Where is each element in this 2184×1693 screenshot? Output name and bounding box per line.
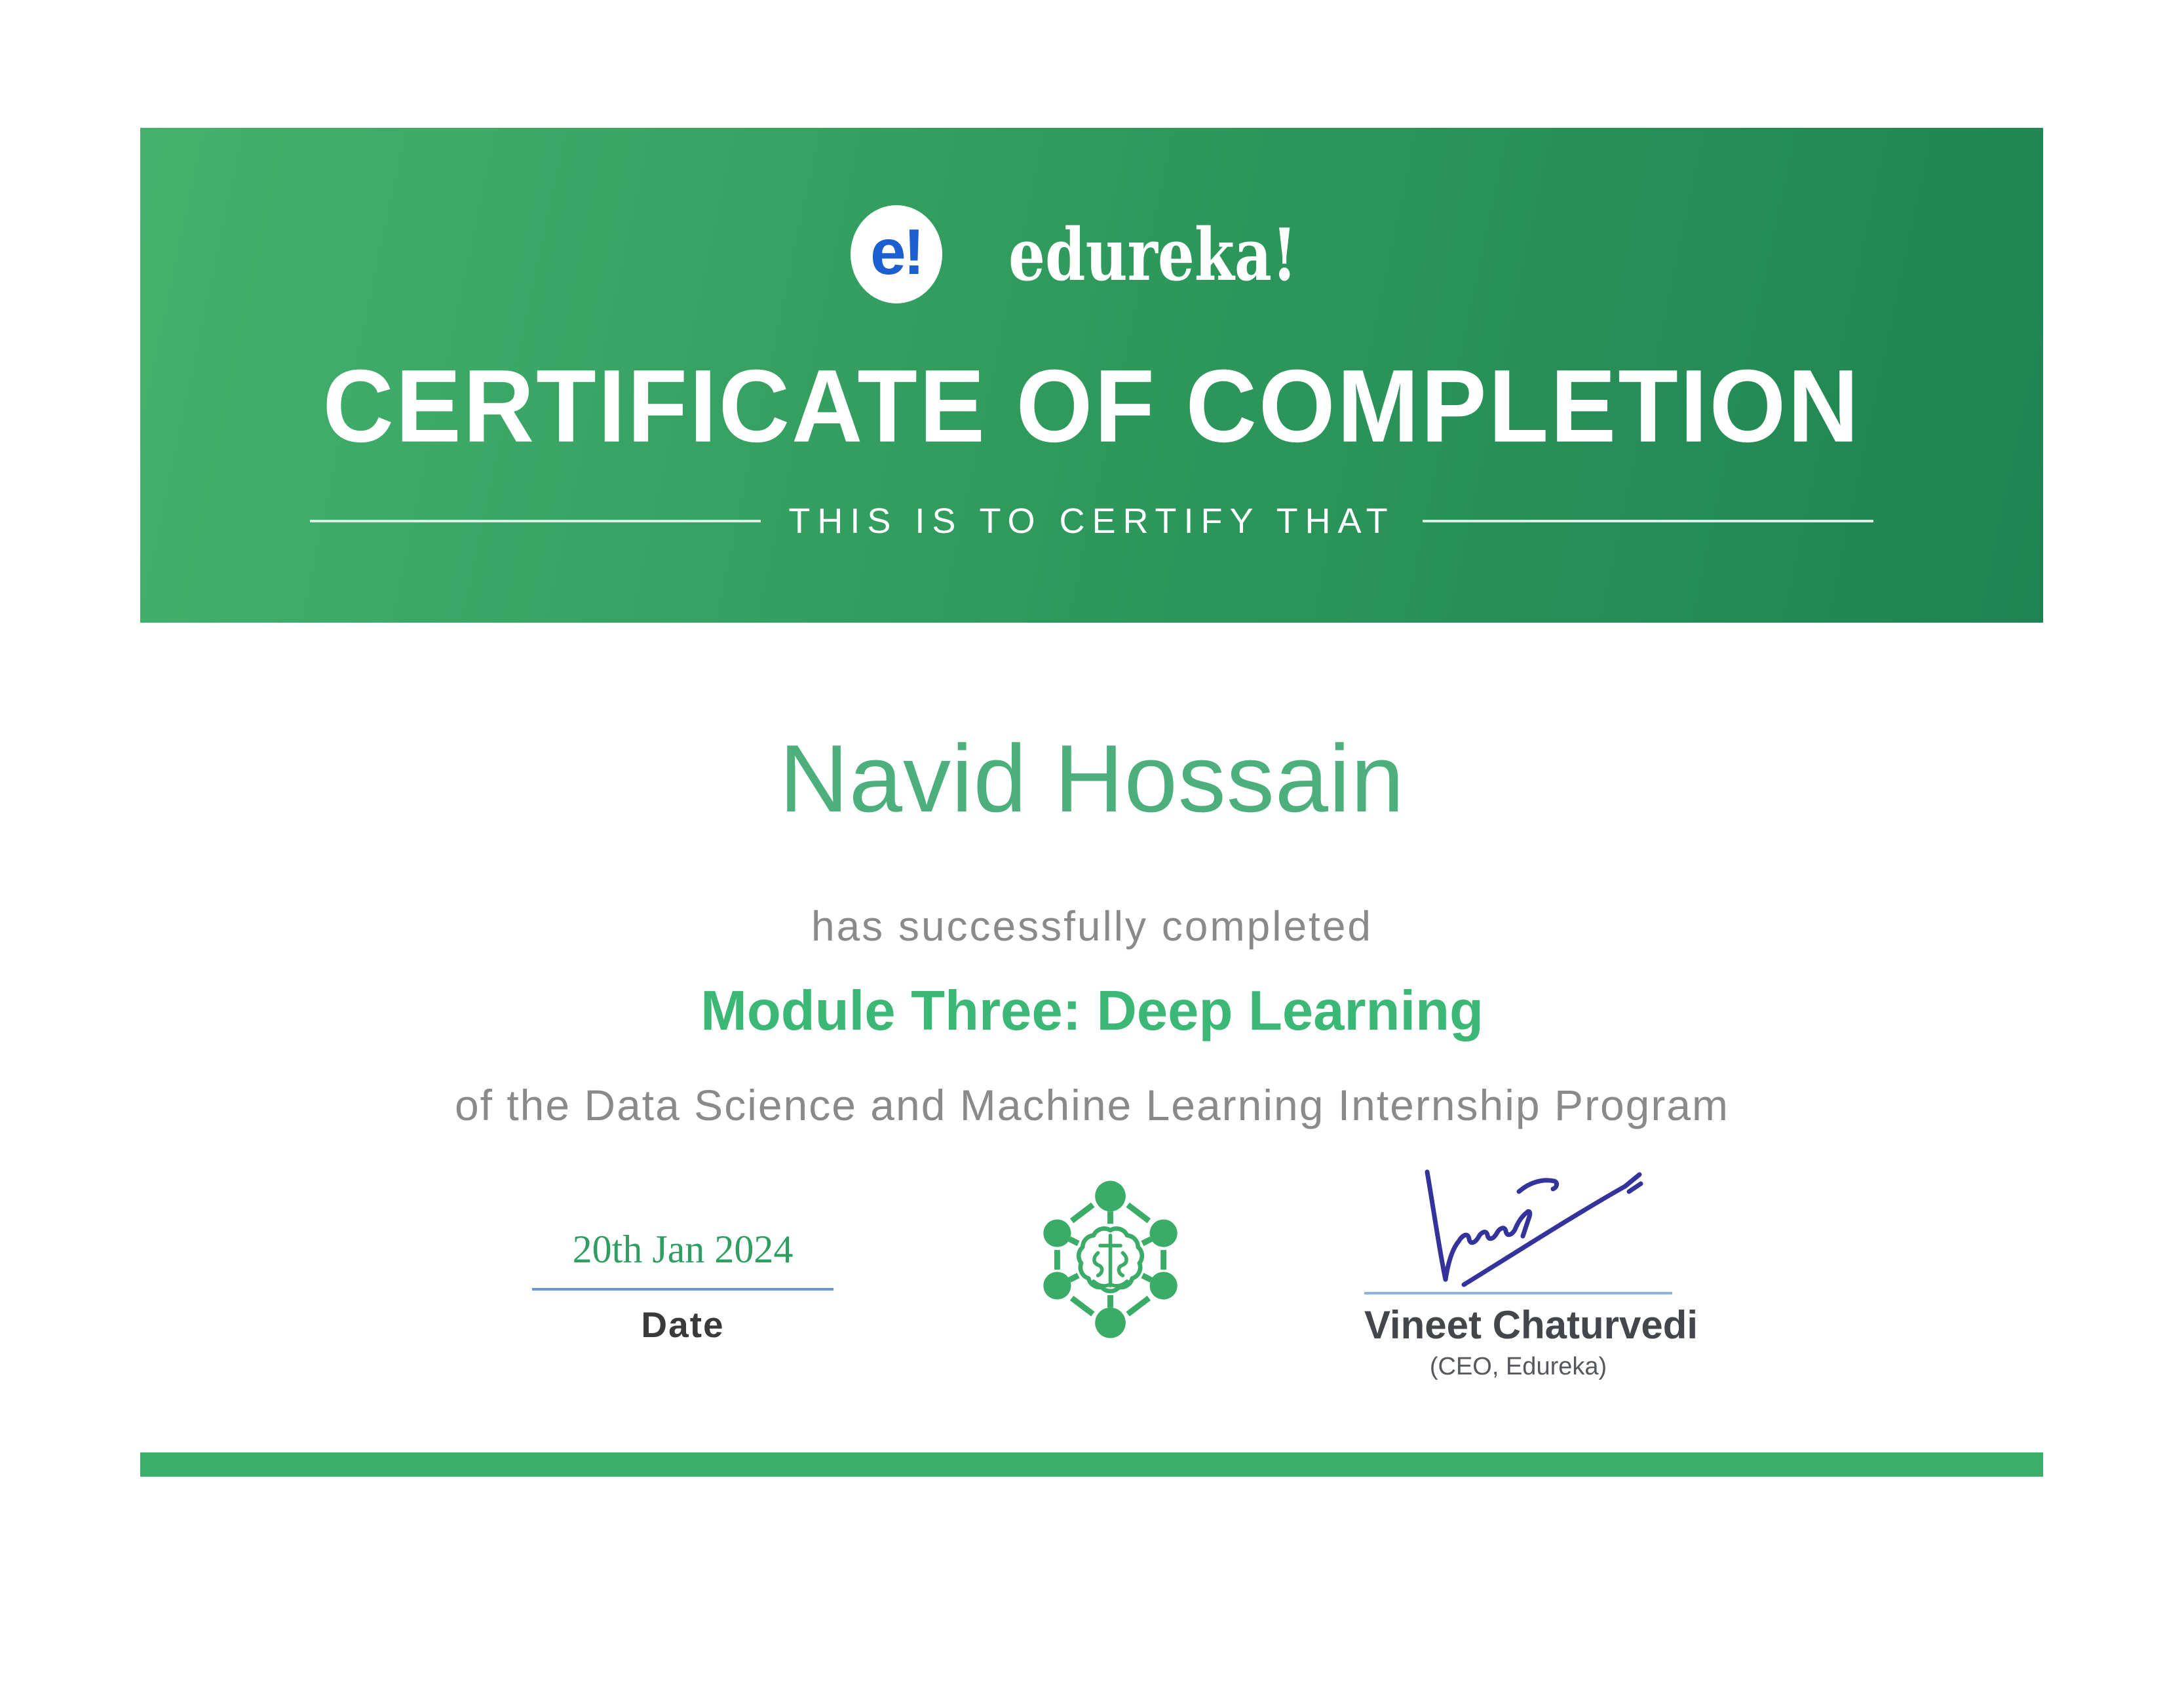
certificate-title: CERTIFICATE OF COMPLETION xyxy=(322,347,1861,464)
signature-block xyxy=(1364,1151,1698,1381)
program-text: of the Data Science and Machine Learning Internship Program xyxy=(454,1081,1730,1129)
date-label: Date xyxy=(641,1304,725,1345)
edureka-logo-mark-text: e! xyxy=(870,215,923,288)
certify-text: THIS IS TO CERTIFY THAT xyxy=(788,501,1395,541)
certificate-header-banner xyxy=(140,128,2043,623)
right-divider-line xyxy=(1423,520,1873,522)
signature-underline xyxy=(1364,1292,1672,1294)
brain-network-icon xyxy=(1037,1177,1184,1341)
date-block xyxy=(532,1227,833,1346)
completion-text: has successfully completed xyxy=(811,903,1373,950)
module-title: Module Three: Deep Learning xyxy=(700,980,1484,1042)
edureka-logo xyxy=(851,205,1333,303)
signatory-name: Vineet Chaturvedi xyxy=(1364,1303,1698,1347)
date-value: 20th Jan 2024 xyxy=(572,1228,794,1271)
recipient-name: Navid Hossain xyxy=(779,725,1405,832)
certify-row xyxy=(310,501,1873,541)
edureka-logo-mark-icon xyxy=(851,205,942,303)
date-underline xyxy=(532,1288,833,1291)
brain-network-svg xyxy=(1037,1177,1184,1341)
bottom-accent-bar xyxy=(140,1452,2043,1477)
signature-handwriting-icon xyxy=(1364,1151,1672,1292)
signatory-title: (CEO, Edureka) xyxy=(1429,1353,1607,1380)
left-divider-line xyxy=(310,520,761,522)
edureka-wordmark: edureka! xyxy=(1008,212,1297,297)
